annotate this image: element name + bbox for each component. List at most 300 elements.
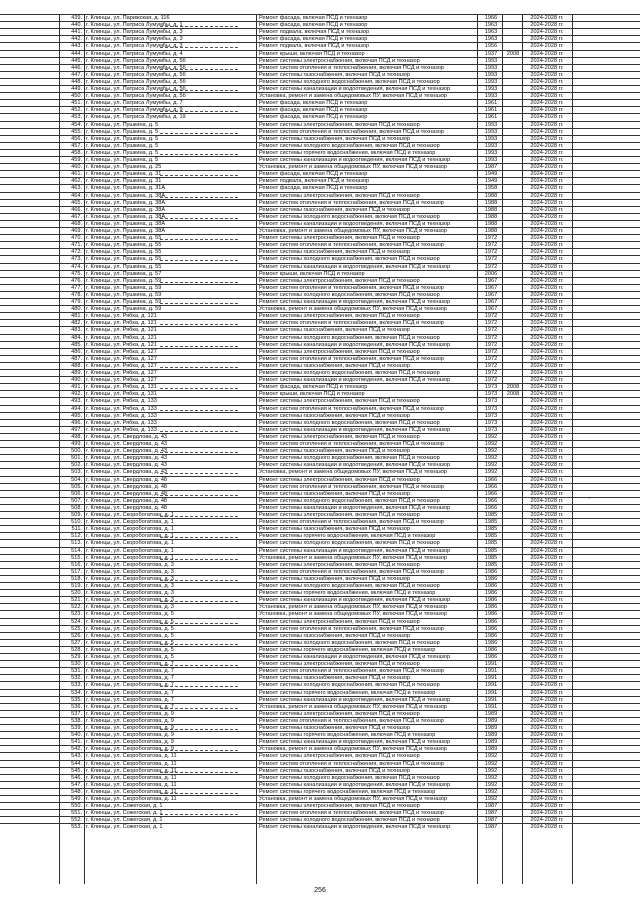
- table-row: [0, 383, 640, 390]
- year-cell: 1988: [484, 220, 498, 227]
- year-cell: 1972: [484, 320, 498, 327]
- row-number-cell: 462.: [71, 178, 82, 185]
- row-number-cell: 452.: [71, 107, 82, 114]
- planned-period-cell: 2024-2028 гг.: [530, 320, 564, 327]
- row-number-cell: 536.: [71, 703, 82, 710]
- table-border-right: [572, 14, 573, 884]
- address-cell: г. Клинцы, ул. Патриса Лумумбы, д. 5б: [86, 86, 186, 92]
- planned-period-cell: 2024-2028 гг.: [530, 568, 564, 575]
- table-row: [0, 589, 640, 596]
- work-type-cell: Ремонт системы электроснабжения, включая ПСД и техназор: [259, 235, 420, 242]
- scan-dash-line: [160, 154, 238, 155]
- row-number-cell: 515.: [71, 554, 82, 561]
- planned-period-cell: 2024-2028 гг.: [530, 554, 564, 561]
- year-cell: 1956: [484, 43, 498, 50]
- planned-period-cell: 2024-2028 гг.: [530, 78, 564, 85]
- address-cell: г. Клинцы, ул. Патриса Лумумбы, д. 4: [86, 50, 183, 57]
- table-row: [0, 760, 640, 767]
- work-type-cell: Ремонт систем отопления и теплоснабжения, включая ПСД и техназор: [259, 355, 444, 362]
- row-number-cell: 535.: [71, 696, 82, 703]
- work-type-cell: Ремонт системы канализации и водоотведения, включая ПСД и техназор: [259, 86, 451, 92]
- table-row: [0, 816, 640, 823]
- planned-period-cell: 2024-2028 гг.: [530, 206, 564, 213]
- address-cell: г. Клинцы, ул. Пушкина, д. 59: [86, 284, 162, 291]
- planned-period-cell: 2024-2028 гг.: [530, 490, 564, 497]
- year-cell: 1988: [484, 199, 498, 206]
- address-cell: г. Клинцы, ул. Скоробогатова, д. 11: [86, 760, 177, 767]
- work-type-cell: Ремонт системы электроснабжения, включая ПСД и техназор: [259, 561, 420, 568]
- address-cell: г. Клинцы, ул. Пушкина, д. 38А: [86, 206, 166, 213]
- planned-period-cell: 2024-2028 гг.: [530, 256, 564, 263]
- planned-period-cell: 2024-2028 гг.: [530, 228, 564, 234]
- year-cell: 1966: [484, 476, 498, 483]
- address-cell: г. Клинцы, ул. Скоробогатова, д. 5: [86, 625, 174, 632]
- work-type-cell: Ремонт системы электроснабжения, включая ПСД и техназор: [259, 121, 420, 128]
- row-number-cell: 458.: [71, 149, 82, 156]
- table-row: [0, 504, 640, 511]
- address-cell: г. Клинцы, ул. Свердлова, д. 43: [86, 448, 168, 455]
- work-type-cell: Ремонт системы холодного водоснабжения, включая ПСД и техназор: [259, 419, 440, 426]
- work-type-cell: Ремонт системы холодного водоснабжения, включая ПСД и техназор: [259, 639, 440, 646]
- year-cell: 1989: [484, 717, 498, 724]
- row-number-cell: 544.: [71, 760, 82, 767]
- address-cell: г. Клинцы, ул. Патриса Лумумбы, д. 3: [86, 36, 183, 43]
- column-divider-address: [256, 14, 257, 884]
- address-cell: г. Клинцы, ул. Скоробогатова, д. 1: [86, 547, 174, 554]
- table-row: [0, 710, 640, 717]
- work-type-cell: Установка, ремонт и замена общедомовых ПУ, включая ПСД и техназор: [259, 796, 447, 802]
- row-number-cell: 541.: [71, 739, 82, 746]
- planned-period-cell: 2024-2028 гг.: [530, 213, 564, 220]
- work-type-cell: Ремонт системы горячего водоснабжения, включая ПСД и техназор: [259, 149, 436, 156]
- address-cell: г. Клинцы, ул. Рябка, д. 133: [86, 405, 157, 412]
- row-number-cell: 495.: [71, 412, 82, 419]
- address-cell: г. Клинцы, ул. Скоробогатова, д. 5: [86, 611, 174, 618]
- planned-period-cell: 2024-2028 гг.: [530, 696, 564, 703]
- work-type-cell: Ремонт системы канализации и водоотведения, включая ПСД и техназор: [259, 299, 451, 305]
- planned-period-cell: 2024-2028 гг.: [530, 632, 564, 639]
- address-cell: г. Клинцы, ул. Пушкина, д. 31: [86, 171, 162, 178]
- row-number-cell: 489.: [71, 370, 82, 376]
- planned-period-cell: 2024-2028 гг.: [530, 157, 564, 163]
- row-number-cell: 464.: [71, 192, 82, 199]
- table-row: [0, 618, 640, 625]
- year-cell: 1972: [484, 242, 498, 249]
- scan-dash-line: [160, 793, 238, 794]
- row-number-cell: 550.: [71, 803, 82, 810]
- planned-period-cell: 2024-2028 гг.: [530, 725, 564, 731]
- work-type-cell: Ремонт системы газоснабжения, включая ПСД и техназор: [259, 327, 410, 334]
- row-number-cell: 461.: [71, 171, 82, 178]
- address-cell: г. Клинцы, ул. Свердлова, д. 43: [86, 462, 168, 469]
- scan-dash-line: [160, 665, 238, 666]
- planned-period-cell: 2024-2028 гг.: [530, 732, 564, 739]
- row-number-cell: 530.: [71, 661, 82, 668]
- address-cell: г. Клинцы, ул. Пушкина, д. 5: [86, 149, 159, 156]
- work-type-cell: Ремонт фасада, включая ПСД и техназор: [259, 107, 368, 114]
- work-type-cell: Ремонт системы холодного водоснабжения, включая ПСД и техназор: [259, 256, 440, 263]
- year-cell: 1961: [484, 107, 498, 114]
- planned-period-cell: 2024-2028 гг.: [530, 128, 564, 135]
- year-cell: 1986: [484, 632, 498, 639]
- planned-period-cell: 2024-2028 гг.: [530, 824, 564, 831]
- planned-period-cell: 2024-2028 гг.: [530, 590, 564, 597]
- row-number-cell: 501.: [71, 455, 82, 462]
- planned-period-cell: 2024-2028 гг.: [530, 796, 564, 802]
- address-cell: г. Клинцы, ул. Рябка, д. 133: [86, 412, 157, 419]
- row-number-cell: 451.: [71, 100, 82, 107]
- work-type-cell: Ремонт системы газоснабжения, включая ПСД и техназор: [259, 206, 410, 213]
- table-row: [0, 149, 640, 156]
- planned-period-cell: 2024-2028 гг.: [530, 483, 564, 490]
- table-row: [0, 447, 640, 454]
- year-cell: 1993: [484, 78, 498, 85]
- row-number-cell: 439.: [71, 15, 82, 21]
- address-cell: г. Клинцы, ул. Патриса Лумумбы, д. 3: [86, 43, 183, 50]
- table-row: [0, 99, 640, 106]
- row-number-cell: 457.: [71, 142, 82, 149]
- work-type-cell: Ремонт подвала, включая ПСД и техназор: [259, 43, 370, 50]
- planned-period-cell: 2024-2028 гг.: [530, 86, 564, 92]
- work-type-cell: Ремонт фасада, включая ПСД и техназор: [259, 15, 368, 21]
- year-cell: 1992: [484, 469, 498, 476]
- planned-period-cell: 2024-2028 гг.: [530, 561, 564, 568]
- year-cell: 1991: [484, 675, 498, 682]
- row-number-cell: 493.: [71, 398, 82, 405]
- year-cell: 1991: [484, 689, 498, 696]
- address-cell: г. Клинцы, ул. Рябка, д. 127: [86, 348, 157, 355]
- table-row: [0, 745, 640, 752]
- year-cell: 1972: [484, 370, 498, 376]
- table-row: [0, 192, 640, 199]
- work-type-cell: Установка, ремонт и замена общедомовых ПУ, включая ПСД и техназор: [259, 469, 447, 476]
- planned-period-cell: 2024-2028 гг.: [530, 64, 564, 71]
- work-type-cell: Установка, ремонт и замена общедомовых ПУ, включая ПСД и техназор: [259, 228, 447, 234]
- year-cell: 1991: [484, 696, 498, 703]
- work-type-cell: Ремонт фасада, включая ПСД и техназор: [259, 36, 368, 43]
- table-row: [0, 788, 640, 795]
- table-row: [0, 632, 640, 639]
- year-cell: 1986: [484, 575, 498, 582]
- planned-period-cell: 2024-2028 гг.: [530, 306, 564, 313]
- address-cell: г. Клинцы, ул. Пушкина, д. 5: [86, 157, 159, 163]
- table-row: [0, 752, 640, 759]
- year-cell: 1973: [484, 398, 498, 405]
- year-cell: 1986: [484, 646, 498, 653]
- row-number-cell: 545.: [71, 767, 82, 774]
- year-cell: 1967: [484, 277, 498, 284]
- work-type-cell: Ремонт систем отопления и теплоснабжения, включая ПСД и техназор: [259, 519, 444, 526]
- work-type-cell: Ремонт фасада, включая ПСД и техназор: [259, 22, 368, 29]
- last-repair-year-cell: 2008: [506, 391, 520, 398]
- planned-period-cell: 2024-2028 гг.: [530, 29, 564, 36]
- year-cell: 1992: [484, 781, 498, 788]
- work-type-cell: Ремонт системы канализации и водоотведения, включая ПСД и техназор: [259, 426, 451, 433]
- table-row: [0, 64, 640, 71]
- planned-period-cell: 2024-2028 гг.: [530, 192, 564, 199]
- row-number-cell: 540.: [71, 732, 82, 739]
- year-cell: 1992: [484, 455, 498, 462]
- address-cell: г. Клинцы, ул. Скоробогатова, д. 1: [86, 540, 174, 547]
- year-cell: 1993: [484, 135, 498, 142]
- row-number-cell: 512.: [71, 533, 82, 540]
- year-cell: 1993: [484, 86, 498, 92]
- year-cell: 1967: [484, 284, 498, 291]
- table-row: [0, 596, 640, 603]
- scan-dash-line: [160, 133, 238, 134]
- table-row: [0, 454, 640, 461]
- row-number-cell: 506.: [71, 490, 82, 497]
- work-type-cell: Ремонт системы канализации и водоотведения, включая ПСД и техназор: [259, 696, 451, 703]
- year-cell: 1993: [484, 149, 498, 156]
- row-number-cell: 463.: [71, 185, 82, 192]
- planned-period-cell: 2024-2028 гг.: [530, 526, 564, 533]
- address-cell: г. Клинцы, ул. Свердлова, д. 48: [86, 483, 168, 490]
- address-cell: г. Клинцы, ул. Скоробогатова, д. 5: [86, 646, 174, 653]
- row-number-cell: 447.: [71, 71, 82, 78]
- table-row: [0, 582, 640, 589]
- row-number-cell: 548.: [71, 788, 82, 795]
- row-number-cell: 513.: [71, 540, 82, 547]
- table-row: [0, 220, 640, 227]
- work-type-cell: Ремонт систем отопления и теплоснабжения, включая ПСД и техназор: [259, 64, 444, 71]
- row-number-cell: 477.: [71, 284, 82, 291]
- row-number-cell: 483.: [71, 327, 82, 334]
- table-row: [0, 312, 640, 319]
- table-row: [0, 767, 640, 774]
- year-cell: 1992: [484, 441, 498, 447]
- year-cell: 1985: [484, 512, 498, 518]
- column-divider-work: [477, 14, 478, 884]
- row-number-cell: 504.: [71, 476, 82, 483]
- work-type-cell: Ремонт системы горячего водоснабжения, включая ПСД и техназор: [259, 732, 436, 739]
- row-number-cell: 523.: [71, 611, 82, 618]
- address-cell: г. Клинцы, ул. Свердлова, д. 48: [86, 497, 168, 504]
- table-row: [0, 78, 640, 85]
- row-number-cell: 529.: [71, 654, 82, 660]
- table-row: [0, 696, 640, 703]
- planned-period-cell: 2024-2028 гг.: [530, 646, 564, 653]
- work-type-cell: Ремонт систем отопления и теплоснабжения, включая ПСД и техназор: [259, 625, 444, 632]
- row-number-cell: 547.: [71, 781, 82, 788]
- address-cell: г. Клинцы, ул. Скоробогатова, д. 7: [86, 668, 174, 675]
- address-cell: г. Клинцы, ул. Рябка, д. 133: [86, 419, 157, 426]
- planned-period-cell: 2024-2028 гг.: [530, 739, 564, 746]
- table-row: [0, 305, 640, 312]
- planned-period-cell: 2024-2028 гг.: [530, 668, 564, 675]
- table-row: [0, 667, 640, 674]
- year-cell: 1967: [484, 291, 498, 298]
- table-row: [0, 163, 640, 170]
- row-number-cell: 441.: [71, 29, 82, 36]
- work-type-cell: Ремонт подвала, включая ПСД и техназор: [259, 29, 370, 36]
- address-cell: г. Клинцы, ул. Скоробогатова, д. 11: [86, 788, 177, 795]
- address-cell: г. Клинцы, ул. Скоробогатова, д. 9: [86, 710, 174, 717]
- row-number-cell: 553.: [71, 824, 82, 831]
- planned-period-cell: 2024-2028 гг.: [530, 171, 564, 178]
- planned-period-cell: 2024-2028 гг.: [530, 583, 564, 589]
- planned-period-cell: 2024-2028 гг.: [530, 426, 564, 433]
- planned-period-cell: 2024-2028 гг.: [530, 384, 564, 391]
- table-row: [0, 121, 640, 128]
- row-number-cell: 522.: [71, 604, 82, 611]
- work-type-cell: Ремонт фасада, включая ПСД и техназор: [259, 114, 368, 121]
- address-cell: г. Клинцы, ул. Рябка, д. 131: [86, 384, 157, 391]
- address-cell: г. Клинцы, ул. Пушкина, д. 55: [86, 256, 162, 263]
- table-row: [0, 113, 640, 120]
- address-cell: г. Клинцы, ул. Скоробогатова, д. 5: [86, 639, 174, 646]
- work-type-cell: Установка, ремонт и замена общедомовых ПУ, включая ПСД и техназор: [259, 611, 447, 618]
- planned-period-cell: 2024-2028 гг.: [530, 753, 564, 760]
- last-repair-year-cell: 2008: [506, 50, 520, 57]
- work-type-cell: Ремонт системы газоснабжения, включая ПСД и техназор: [259, 767, 410, 774]
- address-cell: г. Клинцы, ул. Скоробогатова, д. 11: [86, 796, 177, 802]
- address-cell: г. Клинцы, ул. Рябка, д. 127: [86, 370, 157, 376]
- table-row: [0, 490, 640, 497]
- address-cell: г. Клинцы, ул. Рябка, д. 133: [86, 398, 157, 405]
- table-row: [0, 426, 640, 433]
- address-cell: г. Клинцы, ул. Скоробогатова, д. 9: [86, 739, 174, 746]
- scan-dash-line: [160, 644, 238, 645]
- work-type-cell: Ремонт системы электроснабжения, включая ПСД и техназор: [259, 433, 420, 440]
- row-number-cell: 498.: [71, 433, 82, 440]
- address-cell: г. Клинцы, ул. Скоробогатова, д. 7: [86, 703, 174, 710]
- year-cell: 1987: [484, 817, 498, 824]
- year-cell: 1972: [484, 313, 498, 320]
- address-cell: г. Клинцы, ул. Патриса Лумумбы, д. 3: [86, 29, 183, 36]
- table-row: [0, 206, 640, 213]
- row-number-cell: 472.: [71, 249, 82, 256]
- planned-period-cell: 2024-2028 гг.: [530, 597, 564, 604]
- year-cell: 1991: [484, 703, 498, 710]
- planned-period-cell: 2024-2028 гг.: [530, 299, 564, 305]
- work-type-cell: Ремонт системы горячего водоснабжения, включая ПСД и техназор: [259, 533, 436, 540]
- table-row: [0, 348, 640, 355]
- scan-dash-line: [160, 580, 238, 581]
- planned-period-cell: 2024-2028 гг.: [530, 760, 564, 767]
- work-type-cell: Ремонт системы газоснабжения, включая ПСД и техназор: [259, 575, 410, 582]
- row-number-cell: 516.: [71, 561, 82, 568]
- row-number-cell: 475.: [71, 270, 82, 277]
- work-type-cell: Ремонт системы газоснабжения, включая ПСД и техназор: [259, 526, 410, 533]
- year-cell: 1985: [484, 519, 498, 526]
- scan-dash-line: [160, 473, 238, 474]
- address-cell: г. Клинцы, ул. Скоробогатова, д. 5: [86, 632, 174, 639]
- table-row: [0, 326, 640, 333]
- row-number-cell: 448.: [71, 78, 82, 85]
- scan-dash-line: [160, 537, 238, 538]
- planned-period-cell: 2024-2028 гг.: [530, 462, 564, 469]
- address-cell: г. Клинцы, ул. Рябка, д. 127: [86, 362, 157, 369]
- address-cell: г. Клинцы, ул. Патриса Лумумбы, д. 1: [86, 22, 183, 29]
- table-row: [0, 199, 640, 206]
- table-row: [0, 213, 640, 220]
- address-cell: г. Клинцы, ул. Пушкина, д. 38А: [86, 199, 166, 206]
- scan-dash-line: [160, 47, 238, 48]
- row-number-cell: 444.: [71, 50, 82, 57]
- work-type-cell: Ремонт фасада, включая ПСД и техназор: [259, 100, 368, 107]
- planned-period-cell: 2024-2028 гг.: [530, 370, 564, 376]
- year-cell: 1949: [484, 178, 498, 185]
- work-type-cell: Ремонт систем отопления и теплоснабжения, включая ПСД и техназор: [259, 810, 444, 817]
- planned-period-cell: 2024-2028 гг.: [530, 412, 564, 419]
- address-cell: г. Клинцы, ул. Скоробогатова, д. 9: [86, 717, 174, 724]
- year-cell: 1985: [484, 540, 498, 547]
- year-cell: 1963: [484, 36, 498, 43]
- row-number-cell: 508.: [71, 504, 82, 511]
- address-cell: г. Клинцы, ул. Рябка, д. 131: [86, 391, 157, 398]
- planned-period-cell: 2024-2028 гг.: [530, 220, 564, 227]
- year-cell: 2006: [484, 270, 498, 277]
- year-cell: 1986: [484, 568, 498, 575]
- table-row: [0, 532, 640, 539]
- scan-dash-line: [160, 559, 238, 560]
- table-row: [0, 284, 640, 291]
- row-number-cell: 460.: [71, 164, 82, 171]
- scan-dash-line: [160, 90, 238, 91]
- year-cell: 1992: [484, 760, 498, 767]
- year-cell: 1988: [484, 206, 498, 213]
- row-number-cell: 511.: [71, 526, 82, 533]
- work-type-cell: Ремонт систем отопления и теплоснабжения, включая ПСД и техназор: [259, 405, 444, 412]
- work-type-cell: Ремонт системы холодного водоснабжения, включая ПСД и техназор: [259, 78, 440, 85]
- row-number-cell: 473.: [71, 256, 82, 263]
- table-row: [0, 497, 640, 504]
- address-cell: г. Клинцы, ул. Патриса Лумумбы, д. 5б: [86, 64, 186, 71]
- address-cell: г. Клинцы, ул. Скоробогатова, д. 3: [86, 575, 174, 582]
- year-cell: 1993: [484, 71, 498, 78]
- work-type-cell: Ремонт крыши, включая ПСД и техназор: [259, 50, 365, 57]
- row-number-cell: 551.: [71, 810, 82, 817]
- year-cell: 1992: [484, 448, 498, 455]
- table-row: [0, 106, 640, 113]
- scan-dash-line: [160, 686, 238, 687]
- work-type-cell: Ремонт системы холодного водоснабжения, включая ПСД и техназор: [259, 291, 440, 298]
- work-type-cell: Ремонт системы электроснабжения, включая ПСД и техназор: [259, 803, 420, 810]
- address-cell: г. Клинцы, ул. Сожегская, д. 1: [86, 810, 163, 817]
- table-row: [0, 397, 640, 404]
- row-number-cell: 440.: [71, 22, 82, 29]
- work-type-cell: Ремонт системы газоснабжения, включая ПСД и техназор: [259, 71, 410, 78]
- table-row: [0, 433, 640, 440]
- table-border-left: [59, 14, 60, 884]
- work-type-cell: Ремонт систем отопления и теплоснабжения, включая ПСД и техназор: [259, 568, 444, 575]
- address-cell: г. Клинцы, ул. Пушкина, д. 57: [86, 270, 162, 277]
- planned-period-cell: 2024-2028 гг.: [530, 57, 564, 64]
- work-type-cell: Ремонт системы канализации и водоотведения, включая ПСД и техназор: [259, 462, 451, 469]
- year-cell: 1972: [484, 341, 498, 348]
- year-cell: 1972: [484, 348, 498, 355]
- address-cell: г. Клинцы, ул. Скоробогатова, д. 1: [86, 526, 174, 533]
- year-cell: 1958: [484, 185, 498, 192]
- work-type-cell: Ремонт систем отопления и теплоснабжения, включая ПСД и техназор: [259, 441, 444, 447]
- address-cell: г. Клинцы, ул. Рябка, д. 127: [86, 355, 157, 362]
- planned-period-cell: 2024-2028 гг.: [530, 348, 564, 355]
- year-cell: 1973: [484, 412, 498, 419]
- work-type-cell: Ремонт системы канализации и водоотведения, включая ПСД и техназор: [259, 263, 451, 270]
- address-cell: г. Клинцы, ул. Скоробогатова, д. 11: [86, 781, 177, 788]
- planned-period-cell: 2024-2028 гг.: [530, 433, 564, 440]
- work-type-cell: Ремонт системы электроснабжения, включая ПСД и техназор: [259, 277, 420, 284]
- planned-period-cell: 2024-2028 гг.: [530, 618, 564, 625]
- address-cell: г. Клинцы, ул. Пушкина, д. 38А: [86, 220, 166, 227]
- table-row: [0, 689, 640, 696]
- work-type-cell: Ремонт системы холодного водоснабжения, включая ПСД и техназор: [259, 213, 440, 220]
- work-type-cell: Ремонт системы холодного водоснабжения, включая ПСД и техназор: [259, 817, 440, 824]
- last-repair-year-cell: [503, 824, 523, 831]
- row-number-cell: 514.: [71, 547, 82, 554]
- work-type-cell: Ремонт систем отопления и теплоснабжения, включая ПСД и техназор: [259, 242, 444, 249]
